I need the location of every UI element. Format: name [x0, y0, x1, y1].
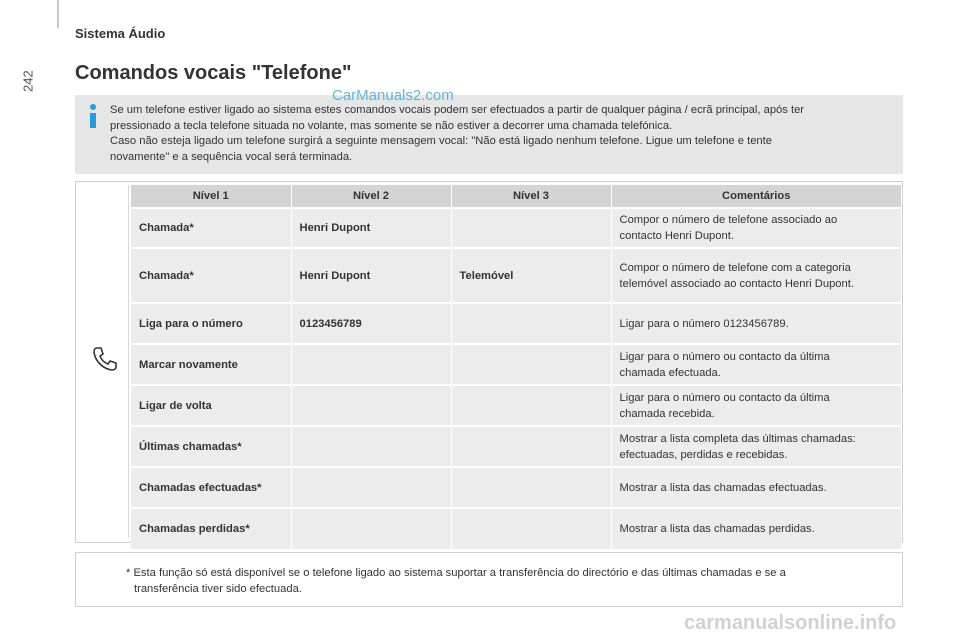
footnote-line: * Esta função só está disponível se o telefone ligado ao sistema suportar a transferência do directório e das últimas chamadas e se a — [126, 567, 786, 579]
level1-cell: Chamada* — [131, 248, 291, 303]
level3-cell — [451, 508, 611, 549]
info-line: novamente" e a sequência vocal será terminada. — [110, 150, 353, 163]
level1-cell: Chamadas perdidas* — [131, 508, 291, 549]
info-box — [75, 95, 903, 174]
info-line: pressionado a tecla telefone situada no volante, mas somente se não estiver a decorrer uma chamada telefónica. — [110, 119, 673, 132]
page-title: Comandos vocais "Telefone" — [75, 62, 352, 84]
comment-cell — [611, 426, 901, 467]
level3-cell — [451, 344, 611, 385]
level3-cell — [451, 385, 611, 426]
comment-line: Mostrar a lista completa das últimas chamadas: — [619, 432, 856, 445]
section-label: Sistema Áudio — [75, 26, 166, 41]
table-row — [131, 508, 901, 549]
level2-cell: 0123456789 — [291, 303, 451, 344]
level1-cell: Últimas chamadas* — [131, 426, 291, 467]
info-icon — [86, 103, 100, 129]
info-line: Se um telefone estiver ligado ao sistema estes comandos vocais podem ser efectuados a partir de qualquer página / ecrã principal, após ter — [110, 104, 805, 116]
comment-cell — [611, 248, 901, 303]
phone-icon — [91, 345, 119, 373]
table-row — [131, 467, 901, 508]
watermark-bottom: carmanualsonline.info — [684, 612, 897, 634]
comment-cell — [611, 344, 901, 385]
level2-cell: Henri Dupont — [291, 248, 451, 303]
phone-icon-cell — [80, 185, 129, 538]
column-header: Nível 3 — [451, 185, 611, 208]
table-row — [131, 208, 901, 248]
level2-cell — [291, 385, 451, 426]
comment-line: telemóvel associado ao contacto Henri Dupont. — [619, 277, 854, 290]
table-header-row — [131, 185, 901, 208]
comment-cell — [611, 508, 901, 549]
level2-cell — [291, 344, 451, 385]
level1-cell: Marcar novamente — [131, 344, 291, 385]
voice-command-table — [131, 185, 901, 549]
comment-line: chamada recebida. — [619, 407, 715, 420]
comment-cell — [611, 208, 901, 248]
level1-cell: Chamada* — [131, 208, 291, 248]
column-header: Comentários — [611, 185, 901, 208]
level3-cell: Telemóvel — [451, 248, 611, 303]
column-header: Nível 2 — [291, 185, 451, 208]
page-number: 242 — [20, 70, 36, 92]
table-row — [131, 344, 901, 385]
table-row — [131, 426, 901, 467]
footnote-box — [75, 552, 903, 607]
level1-cell: Chamadas efectuadas* — [131, 467, 291, 508]
comment-line: Ligar para o número ou contacto da última — [619, 391, 830, 404]
footnote-line: transferência tiver sido efectuada. — [134, 583, 302, 595]
level2-cell — [291, 426, 451, 467]
comment-cell — [611, 385, 901, 426]
info-text — [110, 103, 890, 165]
level3-cell — [451, 303, 611, 344]
comment-cell — [611, 467, 901, 508]
comment-line: contacto Henri Dupont. — [619, 230, 734, 242]
watermark-top: CarManuals2.com — [332, 87, 454, 104]
comment-line: Ligar para o número ou contacto da última — [619, 350, 830, 363]
level1-cell: Ligar de volta — [131, 385, 291, 426]
comment-cell — [611, 303, 901, 344]
voice-command-panel — [75, 181, 903, 543]
table-row — [131, 248, 901, 303]
margin-rule — [57, 0, 59, 28]
info-line: Caso não esteja ligado um telefone surgirá a seguinte mensagem vocal: "Não está ligado nenhum telefone. Ligue um telefone e tente — [110, 135, 772, 147]
table-row — [131, 385, 901, 426]
comment-line: Compor o número de telefone com a categoria — [619, 261, 851, 274]
comment-line: Compor o número de telefone associado ao — [619, 214, 838, 226]
footnote-text — [126, 565, 896, 597]
comment-line: chamada efectuada. — [619, 366, 721, 379]
level2-cell: Henri Dupont — [291, 208, 451, 248]
column-header: Nível 1 — [131, 185, 291, 208]
comment-line: Mostrar a lista das chamadas perdidas. — [619, 523, 815, 535]
level2-cell — [291, 467, 451, 508]
comment-line: efectuadas, perdidas e recebidas. — [619, 448, 788, 461]
level3-cell — [451, 467, 611, 508]
comment-line: Ligar para o número 0123456789. — [619, 317, 789, 330]
level2-cell — [291, 508, 451, 549]
comment-line: Mostrar a lista das chamadas efectuadas. — [619, 481, 827, 494]
level3-cell — [451, 208, 611, 248]
table-row — [131, 303, 901, 344]
level1-cell: Liga para o número — [131, 303, 291, 344]
level3-cell — [451, 426, 611, 467]
